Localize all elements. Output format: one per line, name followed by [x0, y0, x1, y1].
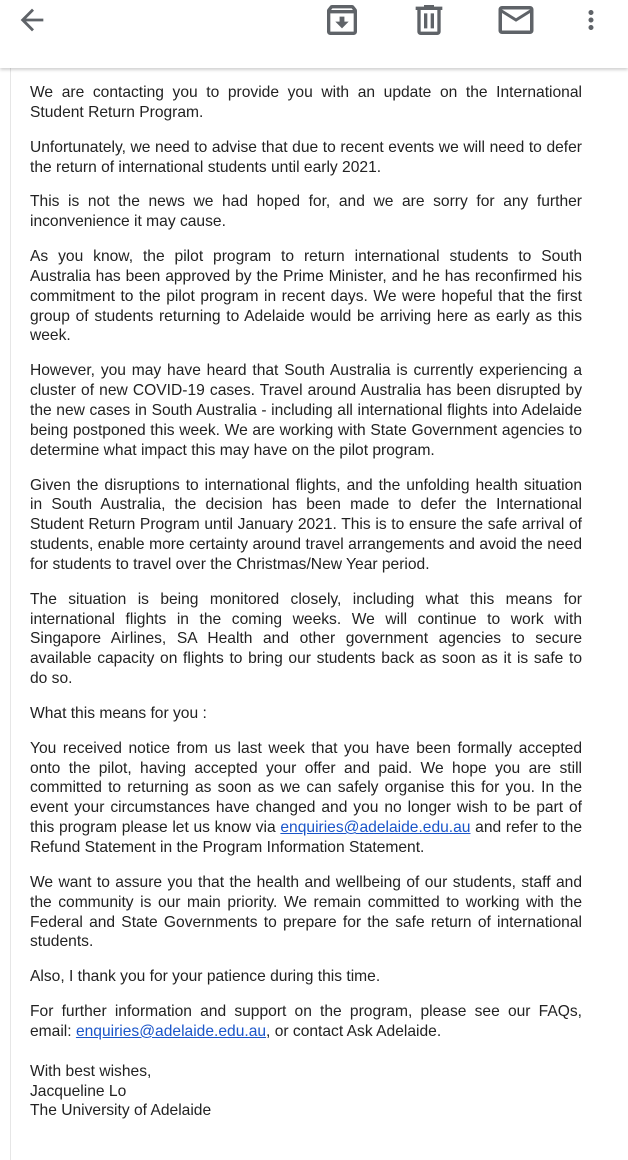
paragraph-defer: Unfortunately, we need to advise that due to recent events we will need to defer the return of international students until early 2021. [30, 138, 582, 176]
enquiries-email-link[interactable]: enquiries@adelaide.edu.au [280, 819, 471, 837]
signature-closing: With best wishes, [30, 1062, 152, 1080]
further-text: For further information and support on the program, please see our FAQs, email: [30, 1003, 582, 1040]
mail-icon [495, 0, 537, 41]
archive-icon [322, 0, 362, 40]
further-text-end: , or contact Ask Adelaide. [266, 1022, 442, 1040]
paragraph-pilot: As you know, the pilot program to return international students to South Australia has been approved by the Prime Minister, and he has reconfirmed his commitment to the pilot program in recent days. We were hopeful that the first group of students returning to Adelaide would be arriving here as early as this week. [30, 248, 582, 345]
paragraph-what-this-means: What this means for you : [30, 704, 207, 722]
trash-icon [409, 0, 449, 40]
more-vertical-icon [576, 2, 606, 38]
enquiries-email-link-2[interactable]: enquiries@adelaide.edu.au [75, 1022, 267, 1040]
back-button[interactable] [12, 0, 52, 40]
notice-text-end: and refer to the Refund Statement in the Program Information Statement. [30, 819, 582, 856]
paragraph-covid: However, you may have heard that South Australia is currently experiencing a cluster of new COVID-19 cases. Travel around Australia has been disrupted by the new cases in South Australia - including all international flights into Adelaide being postponed this week. We are working with State Government agencies to determine what impact this may have on the pilot program. [30, 362, 582, 459]
paragraph-monitoring: The situation is being monitored closely, including what this means for international flights in the coming weeks. We will continue to work with Singapore Airlines, SA Health and other government agencies to secure available capacity on flights to bring our students back as soon as it is safe to do so. [30, 590, 582, 688]
mark-unread-button[interactable] [494, 0, 538, 40]
arrow-left-icon [15, 3, 49, 37]
paragraph-assure: We want to assure you that the health and wellbeing of our students, staff and the community is our main priority. We remain committed to working with the Federal and State Governments to prepare for the safe return of international students. [30, 873, 582, 951]
more-options-button[interactable] [576, 0, 606, 40]
paragraph-further-info [30, 1002, 582, 1042]
paragraph-apology: This is not the news we had hoped for, and we are sorry for any further inconvenience it may cause. [30, 193, 582, 231]
notice-text: You received notice from us last week that you have been formally accepted onto the pilot, having accepted your offer and paid. We hope you are still committed to returning as soon as we can safely organise this for you. In the event your circumstances have changed and you no longer wish to be part of this program please let us know via [30, 739, 582, 837]
toolbar [0, 0, 628, 68]
signature-org: The University of Adelaide [30, 1102, 212, 1120]
signature-name: Jacqueline Lo [30, 1082, 127, 1100]
paragraph-thanks: Also, I thank you for your patience during this time. [30, 968, 381, 986]
message-left-border [10, 68, 11, 1160]
delete-button[interactable] [409, 0, 449, 40]
paragraph-intro: We are contacting you to provide you with an update on the International Student Return Program. [30, 84, 582, 121]
paragraph-disruptions: Given the disruptions to international flights, and the unfolding health situation in South Australia, the decision has been made to defer the International Student Return Program until January 2021. This is to ensure the safe arrival of students, enable more certainty around travel arrangements and avoid the need for students to travel over the Christmas/New Year period. [30, 476, 582, 573]
archive-button[interactable] [322, 0, 362, 40]
email-body [30, 83, 582, 1121]
paragraph-notice [30, 739, 582, 858]
signature [30, 1062, 582, 1122]
